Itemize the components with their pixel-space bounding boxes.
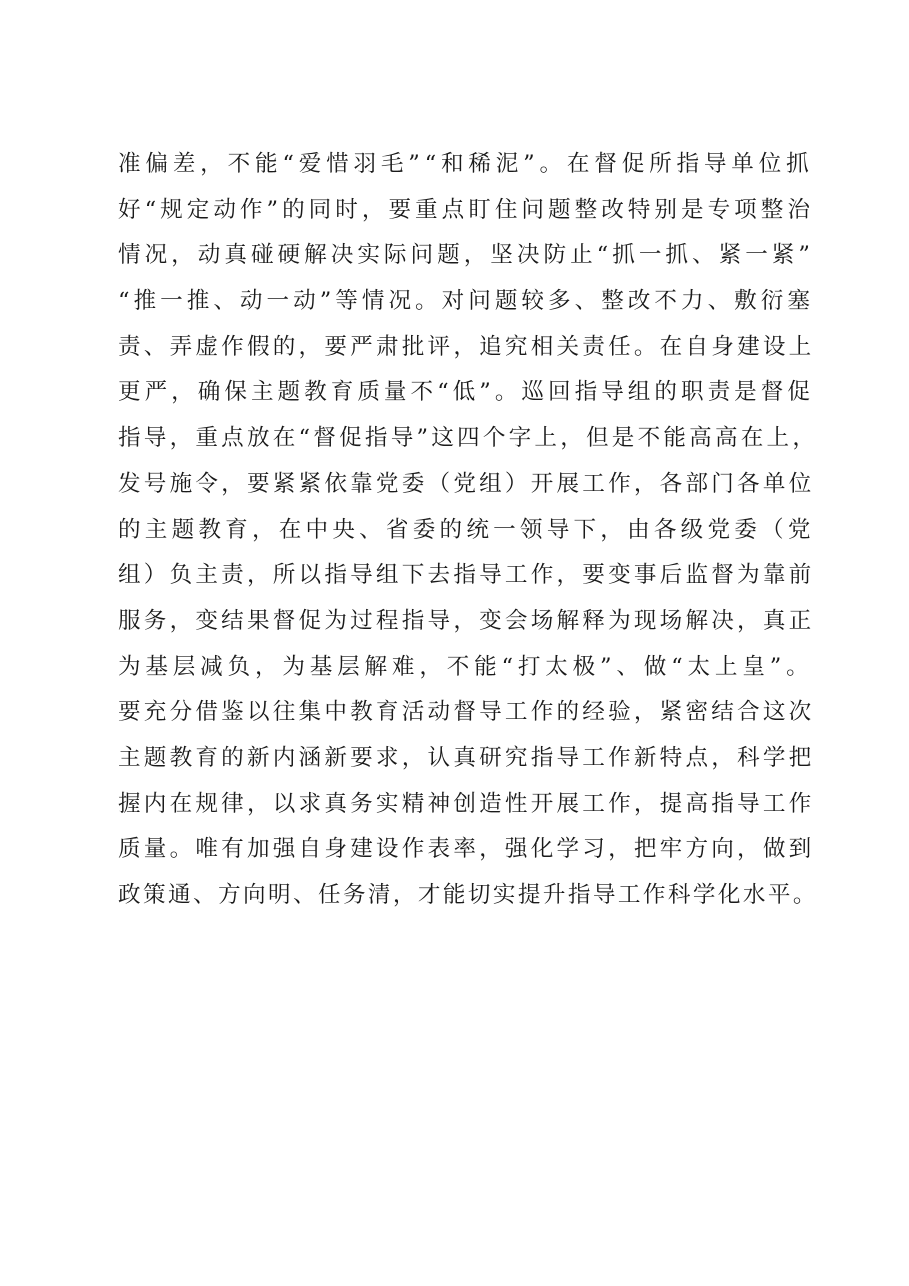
text-line: 为基层减负，为基层解难，不能“打太极”、做“太上皇”。 bbox=[118, 653, 814, 680]
text-line: 准偏差，不能“爱惜羽毛”“和稀泥”。在督促所指导单位抓 bbox=[118, 151, 814, 177]
text-line: 质量。唯有加强自身建设作表率，强化学习，把牢方向，做到 bbox=[118, 836, 815, 863]
text-line: 指导，重点放在“督促指导”这四个字上，但是不能高高在上， bbox=[118, 425, 819, 452]
text-line: “推一推、动一动”等情况。对问题较多、整改不力、敷衍塞 bbox=[118, 288, 814, 315]
text-line: 好“规定动作”的同时，要重点盯住问题整改特别是专项整治 bbox=[118, 196, 814, 223]
text-line: 服务，变结果督促为过程指导，变会场解释为现场解决，真正 bbox=[118, 607, 815, 634]
text-line: 更严，确保主题教育质量不“低”。巡回指导组的职责是督促 bbox=[118, 379, 814, 406]
text-line: 握内在规律，以求真务实精神创造性开展工作，提高指导工作 bbox=[118, 790, 815, 817]
text-line: 情况，动真碰硬解决实际问题，坚决防止“抓一抓、紧一紧” bbox=[118, 242, 814, 269]
text-line: 的主题教育，在中央、省委的统一领导下，由各级党委（党 bbox=[118, 516, 815, 543]
text-line: 主题教育的新内涵新要求，认真研究指导工作新特点，科学把 bbox=[118, 744, 815, 771]
text-line: 发号施令，要紧紧依靠党委（党组）开展工作，各部门各单位 bbox=[118, 470, 815, 497]
text-line: 要充分借鉴以往集中教育活动督导工作的经验，紧密结合这次 bbox=[118, 699, 815, 726]
text-line: 组）负主责，所以指导组下去指导工作，要变事后监督为靠前 bbox=[118, 562, 815, 589]
text-line: 政策通、方向明、任务清，才能切实提升指导工作科学化水平。 bbox=[118, 882, 818, 908]
text-line: 责、弄虚作假的，要严肃批评，追究相关责任。在自身建设上 bbox=[118, 333, 815, 360]
body-paragraph bbox=[118, 142, 818, 919]
